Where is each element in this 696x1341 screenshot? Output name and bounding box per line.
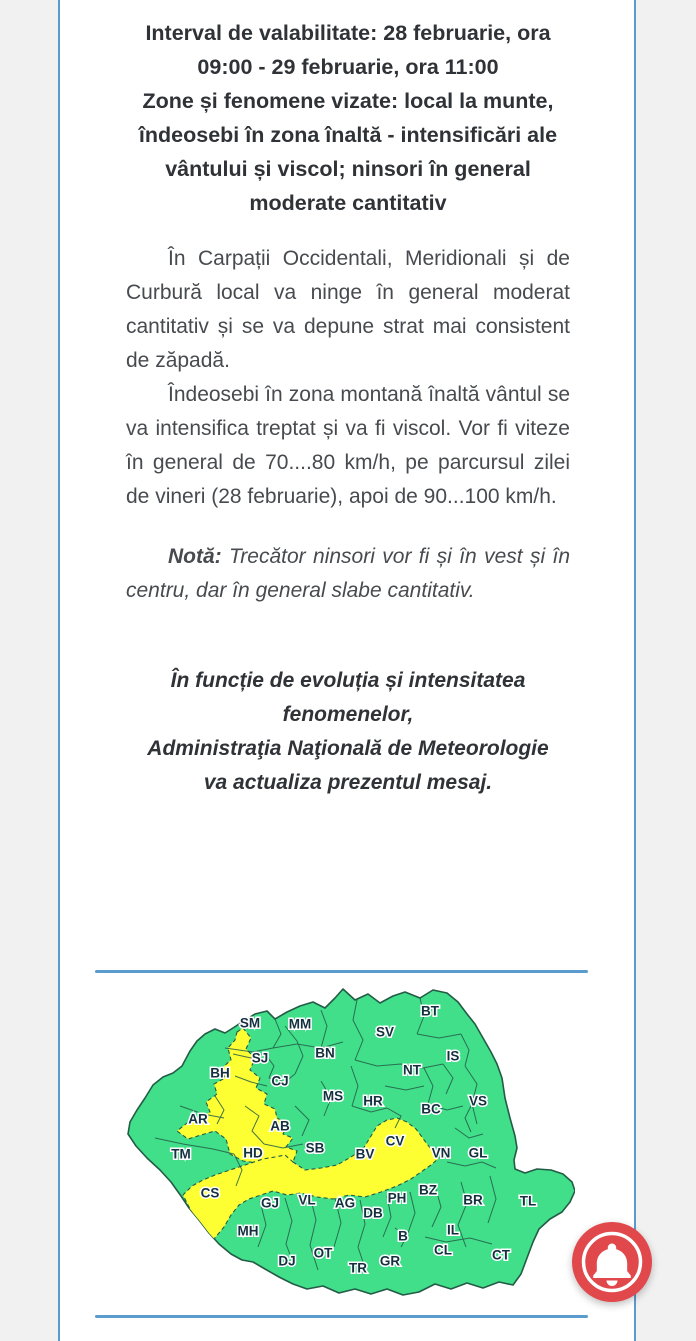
note-label: Notă: xyxy=(168,545,222,568)
county-label-BZ: BZ xyxy=(419,1182,437,1198)
county-label-CS: CS xyxy=(200,1185,220,1201)
county-label-PH: PH xyxy=(387,1190,407,1206)
update-notice-line-1: În funcție de evoluția și intensitatea fenomenelor, xyxy=(170,669,526,726)
county-label-BR: BR xyxy=(463,1192,483,1208)
zones-phenomena: Zone și fenomene vizate: local la munte, îndeosebi în zona înaltă - intensificări ale vântului și viscol; ninsori în general moderate cantitativ xyxy=(138,89,558,215)
county-label-OT: OT xyxy=(313,1245,333,1261)
county-label-VL: VL xyxy=(298,1192,316,1208)
romania-warning-map xyxy=(125,986,575,1298)
validity-interval: Interval de valabilitate: 28 februarie, ora 09:00 - 29 februarie, ora 11:00 xyxy=(145,21,551,79)
county-label-TL: TL xyxy=(519,1193,537,1209)
county-label-NT: NT xyxy=(403,1062,421,1078)
county-label-CL: CL xyxy=(434,1242,452,1258)
county-label-DB: DB xyxy=(363,1205,383,1221)
county-label-SB: SB xyxy=(305,1140,325,1156)
separator-bottom xyxy=(95,1315,588,1318)
update-notice xyxy=(147,664,549,800)
county-label-AG: AG xyxy=(334,1195,356,1211)
county-label-MM: MM xyxy=(288,1016,312,1032)
county-label-TR: TR xyxy=(349,1260,367,1276)
county-label-CV: CV xyxy=(385,1133,405,1149)
county-label-TM: TM xyxy=(171,1146,191,1162)
county-label-CJ: CJ xyxy=(271,1073,289,1089)
alert-content xyxy=(60,16,634,800)
county-label-DJ: DJ xyxy=(278,1253,296,1269)
county-label-AR: AR xyxy=(188,1111,208,1127)
county-label-GL: GL xyxy=(468,1145,488,1161)
county-label-HD: HD xyxy=(243,1145,263,1161)
bell-icon xyxy=(572,1222,652,1302)
county-label-IL: IL xyxy=(447,1222,459,1238)
county-label-MS: MS xyxy=(322,1088,344,1104)
alert-note xyxy=(126,540,570,608)
county-label-HR: HR xyxy=(363,1093,383,1109)
county-label-SM: SM xyxy=(239,1015,261,1031)
county-label-BH: BH xyxy=(210,1065,230,1081)
alert-paragraph-2: Îndeosebi în zona montană înaltă vântul se va intensifica treptat și va fi viscol. Vor fi viteze în general de 70....80 km/h, pe parcursul zilei de vineri (28 februarie), apoi de 90...100 km/h. xyxy=(126,383,570,508)
alert-header xyxy=(132,16,564,220)
county-label-BV: BV xyxy=(355,1146,375,1162)
county-label-BT: BT xyxy=(421,1003,439,1019)
note-text: Trecător ninsori vor fi și în vest și în centru, dar în general slabe cantitativ. xyxy=(126,545,570,602)
notifications-button[interactable] xyxy=(572,1222,652,1302)
county-label-CT: CT xyxy=(492,1247,510,1263)
county-label-IS: IS xyxy=(446,1048,460,1064)
county-label-BC: BC xyxy=(421,1101,441,1117)
county-label-VS: VS xyxy=(468,1093,488,1109)
county-label-SJ: SJ xyxy=(251,1050,269,1066)
county-label-SV: SV xyxy=(375,1024,395,1040)
update-notice-line-2: Administraţia Naţională de Meteorologie va actualiza prezentul mesaj. xyxy=(147,737,549,794)
county-label-GJ: GJ xyxy=(260,1195,280,1211)
alert-paragraph-1: În Carpații Occidentali, Meridionali și de Curbură local va ninge în general moderat cantitativ și se va depune strat mai consistent de zăpadă. xyxy=(126,247,570,372)
county-label-BN: BN xyxy=(315,1045,335,1061)
county-label-AB: AB xyxy=(270,1118,290,1134)
county-label-MH: MH xyxy=(237,1223,259,1239)
county-label-GR: GR xyxy=(379,1253,401,1269)
county-label-VN: VN xyxy=(431,1145,451,1161)
separator-top xyxy=(95,970,588,973)
county-label-B: B xyxy=(398,1228,408,1244)
